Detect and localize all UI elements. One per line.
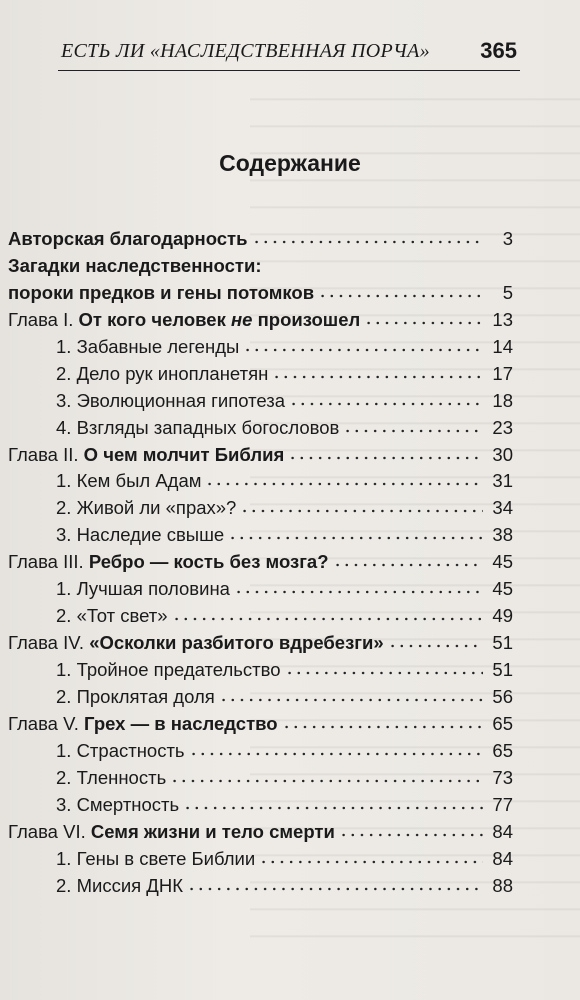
toc-entry-title: 2. Тленность [56, 766, 167, 788]
chapter-number: Глава V. [8, 712, 85, 734]
toc-page-number: 13 [492, 308, 513, 330]
running-title: ЕСТЬ ЛИ «НАСЛЕДСТВЕННАЯ ПОРЧА» [61, 40, 430, 62]
dot-leader [252, 240, 484, 244]
dot-leader [333, 563, 483, 567]
toc-entry-title: 2. Живой ли «прах»? [56, 497, 237, 519]
toc-page-number: 49 [492, 605, 513, 627]
toc-entry-title [8, 309, 360, 331]
toc-entry-title [8, 551, 329, 573]
toc-section-entry [8, 794, 513, 821]
dot-leader [282, 725, 483, 729]
toc-page-number: 3 [502, 228, 513, 249]
dot-leader [289, 402, 483, 406]
chapter-number: Глава I. [8, 308, 79, 330]
toc-entry-title [8, 713, 278, 735]
dot-leader [172, 617, 483, 621]
toc-page-number: 38 [492, 524, 513, 546]
toc-entry [8, 228, 513, 255]
chapter-title-part: Семя жизни и тело смерти [90, 820, 335, 842]
toc-page-number: 56 [492, 685, 513, 707]
toc-section-entry [8, 605, 513, 632]
toc-section-entry [8, 767, 513, 794]
toc-section-entry [8, 686, 513, 713]
chapter-title [84, 444, 285, 465]
toc-page-number: 51 [492, 659, 513, 680]
chapter-title [89, 551, 329, 572]
toc-page-number: 30 [492, 443, 513, 465]
dot-leader [183, 806, 483, 810]
toc-chapter-entry [8, 713, 513, 740]
chapter-title-part: «Осколки разбитого вдребезги» [89, 632, 384, 654]
dot-leader [266, 267, 484, 271]
toc-page-number: 65 [492, 739, 513, 761]
toc-section-entry [8, 363, 513, 390]
chapter-number: Глава III. [8, 551, 89, 573]
toc-section-entry [8, 336, 513, 363]
toc-chapter-entry [8, 444, 513, 471]
dot-leader [240, 509, 483, 513]
toc-chapter-entry [8, 821, 513, 848]
dot-leader [219, 698, 483, 702]
toc-entry-title: 2. Дело рук инопланетян [56, 362, 269, 384]
dot-leader [272, 375, 483, 379]
toc-entry-title: 1. Кем был Адам [56, 470, 202, 492]
toc-entry-title: 1. Страстность [56, 739, 185, 761]
toc-page-number: 73 [492, 766, 513, 788]
chapter-title [89, 632, 383, 653]
dot-leader [288, 456, 483, 460]
page-number: 365 [480, 38, 517, 63]
dot-leader [285, 671, 483, 675]
dot-leader [343, 429, 483, 433]
toc-section-entry [8, 470, 513, 497]
toc-page-number: 17 [492, 362, 513, 384]
toc-section-entry [8, 659, 513, 686]
toc-page-number: 5 [502, 281, 513, 303]
toc-page-number: 45 [492, 578, 513, 600]
dot-leader [234, 590, 483, 594]
toc-section-entry [8, 578, 513, 605]
toc-entry-title: 1. Забавные легенды [56, 335, 240, 357]
toc-page-number: 88 [492, 874, 513, 896]
toc-section-entry [8, 524, 513, 551]
chapter-number: Глава II. [8, 443, 84, 465]
toc-entry-title: Авторская благодарность [8, 228, 248, 249]
toc-entry [8, 282, 513, 309]
chapter-title-part: произошел [252, 308, 361, 330]
toc-page-number: 31 [492, 470, 513, 492]
chapter-title-part: От кого человек [78, 308, 231, 330]
toc-chapter-entry [8, 309, 513, 336]
toc-entry-title: пороки предков и гены потомков [8, 281, 315, 303]
toc-chapter-entry [8, 551, 513, 578]
toc-entry-title [8, 821, 335, 843]
chapter-title-part: О чем молчит Библия [83, 443, 285, 465]
toc-entry [8, 255, 513, 282]
chapter-title-emphasis: не [231, 308, 253, 330]
dot-leader [189, 752, 483, 756]
toc-entry-title: 1. Лучшая половина [56, 578, 230, 600]
dot-leader [187, 887, 483, 891]
toc-page-number: 51 [492, 632, 513, 654]
toc-entry-title: 4. Взгляды западных богословов [56, 416, 340, 438]
toc-section-entry [8, 417, 513, 444]
toc-section-entry [8, 497, 513, 524]
toc-section-entry [8, 848, 513, 875]
chapter-title [84, 713, 278, 734]
chapter-title-part: Грех — в наследство [84, 712, 278, 734]
dot-leader [339, 833, 483, 837]
toc-page-number: 34 [492, 497, 513, 519]
toc-section-entry [8, 875, 513, 902]
toc-entry-title: Загадки наследственности: [8, 254, 262, 276]
toc-page-number: 14 [492, 335, 513, 357]
toc-section-entry [8, 390, 513, 417]
toc-entry-title: 2. Проклятая доля [56, 685, 215, 707]
toc-page-number: 77 [492, 793, 513, 815]
chapter-number: Глава IV. [8, 632, 90, 654]
toc-page-number: 84 [492, 847, 513, 869]
chapter-number: Глава VI. [8, 820, 91, 842]
toc-page-number: 45 [492, 551, 513, 573]
toc-page-number: 23 [492, 416, 513, 438]
dot-leader [243, 348, 483, 352]
toc-entry-title: 2. Миссия ДНК [56, 874, 183, 896]
toc-page-number: 18 [492, 389, 513, 411]
toc-chapter-entry [8, 632, 513, 659]
dot-leader [364, 321, 483, 325]
chapter-title [79, 309, 361, 330]
chapter-title-part: Ребро — кость без мозга? [88, 551, 329, 573]
dot-leader [388, 644, 483, 648]
dot-leader [228, 536, 483, 540]
toc-section-entry [8, 740, 513, 767]
toc-page-number: 84 [492, 820, 513, 842]
dot-leader [170, 779, 483, 783]
dot-leader [259, 860, 483, 864]
toc-entry-title: 2. «Тот свет» [56, 605, 168, 627]
toc-entry-title: 1. Гены в свете Библии [56, 847, 256, 869]
dot-leader [318, 294, 483, 298]
toc-entry-title: 1. Тройное предательство [56, 659, 281, 680]
table-of-contents [8, 228, 513, 901]
toc-entry-title: 3. Смертность [56, 793, 180, 815]
toc-entry-title [8, 444, 284, 466]
dot-leader [205, 482, 483, 486]
toc-entry-title: 3. Эволюционная гипотеза [56, 389, 286, 411]
toc-page-number: 65 [492, 712, 513, 734]
running-head [58, 36, 520, 71]
toc-entry-title: 3. Наследие свыше [56, 524, 225, 546]
toc-heading: Содержание [219, 150, 361, 176]
toc-entry-title [8, 632, 384, 654]
chapter-title [91, 821, 335, 842]
